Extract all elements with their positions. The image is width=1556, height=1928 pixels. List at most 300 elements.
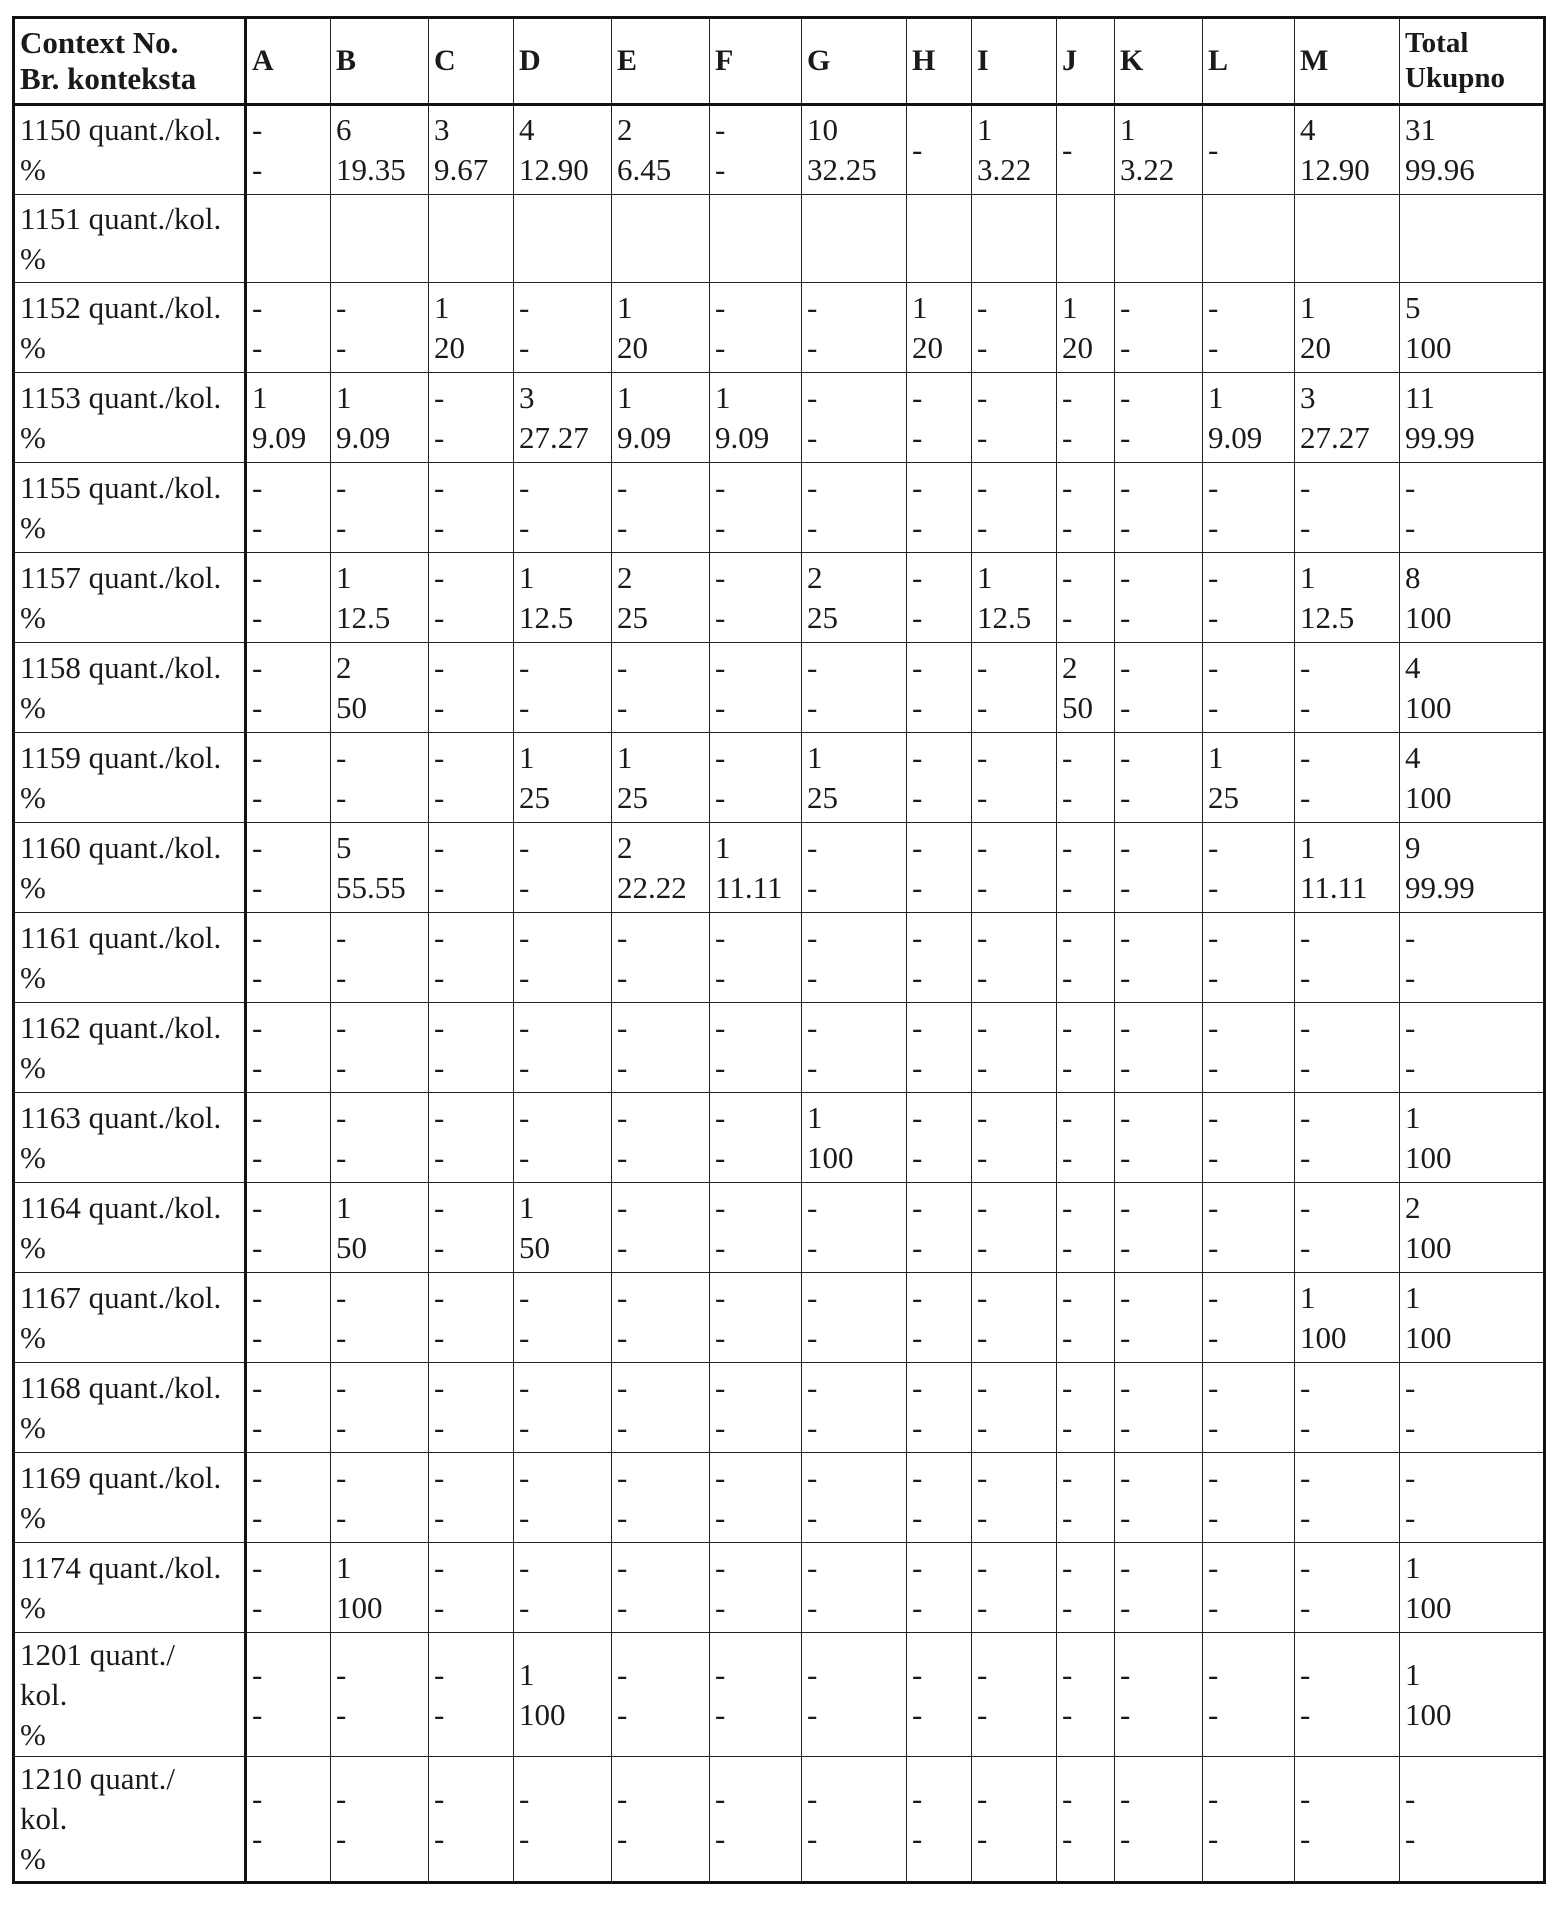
- cell-percent: -: [807, 509, 818, 545]
- table-cell: [802, 195, 907, 283]
- cell-percent: -: [1405, 1049, 1416, 1085]
- cell-percent: -: [617, 1409, 628, 1445]
- cell-quantity: -: [977, 1189, 988, 1225]
- cell-percent: -: [1120, 419, 1131, 455]
- cell-quantity: -: [336, 1369, 347, 1405]
- table-cell: [429, 913, 514, 1003]
- cell-quantity: -: [715, 649, 726, 685]
- cell-quantity: -: [252, 1189, 263, 1225]
- cell-percent: -: [912, 599, 923, 635]
- cell-percent: -: [617, 509, 628, 545]
- cell-quantity: -: [1120, 1549, 1131, 1585]
- cell-percent: 25: [617, 779, 648, 815]
- cell-quantity: 1: [715, 829, 731, 865]
- table-cell: [710, 1183, 802, 1273]
- cell-percent: -: [977, 689, 988, 725]
- table-row: [14, 1363, 1545, 1453]
- cell-percent: -: [617, 1589, 628, 1625]
- cell-quantity: -: [715, 1369, 726, 1405]
- row-label: [14, 553, 246, 643]
- cell-quantity: -: [519, 289, 530, 325]
- cell-quantity: 4: [1405, 649, 1421, 685]
- table-cell: [246, 553, 331, 643]
- cell-percent: -: [519, 1319, 530, 1355]
- table-cell: [331, 733, 429, 823]
- row-label-line: 1159 quant./kol.: [20, 739, 222, 775]
- row-label-line: %: [20, 1229, 46, 1265]
- cell-percent: -: [715, 1049, 726, 1085]
- table-row: [14, 463, 1545, 553]
- cell-quantity: 1: [1300, 289, 1316, 325]
- table-cell: [331, 553, 429, 643]
- table-cell: [246, 1453, 331, 1543]
- cell-percent: -: [252, 1139, 263, 1175]
- cell-quantity: -: [977, 919, 988, 955]
- table-cell: [802, 553, 907, 643]
- cell-percent: -: [434, 1696, 445, 1732]
- cell-quantity: -: [1062, 1099, 1073, 1135]
- cell-quantity: -: [977, 1781, 988, 1816]
- cell-quantity: 1: [1208, 379, 1224, 415]
- cell-percent: -: [977, 329, 988, 365]
- cell-quantity: 10: [807, 112, 838, 147]
- table-cell: [429, 283, 514, 373]
- cell-quantity: -: [336, 1009, 347, 1045]
- cell-quantity: 1: [912, 289, 928, 325]
- cell-percent: -: [1120, 1319, 1131, 1355]
- table-cell: [1295, 913, 1400, 1003]
- table-cell: [1295, 1273, 1400, 1363]
- cell-quantity: -: [1062, 1656, 1073, 1692]
- row-label-line: kol.: [20, 1801, 68, 1836]
- cell-percent: -: [1120, 599, 1131, 635]
- row-label: [14, 1543, 246, 1633]
- cell-quantity: -: [519, 649, 530, 685]
- cell-percent: -: [434, 509, 445, 545]
- cell-quantity: -: [1208, 1549, 1219, 1585]
- cell-quantity: 2: [617, 829, 633, 865]
- row-label-line: %: [20, 1716, 46, 1752]
- cell-quantity: -: [336, 1781, 347, 1816]
- header-col-j: J: [1057, 18, 1115, 105]
- table-cell: [612, 643, 710, 733]
- table-cell: [331, 913, 429, 1003]
- table-cell: [710, 373, 802, 463]
- table-cell: [429, 105, 514, 195]
- cell-quantity: 1: [336, 559, 352, 595]
- table-cell: [972, 195, 1057, 283]
- table-cell: [1400, 105, 1545, 195]
- cell-quantity: 4: [1300, 112, 1316, 147]
- cell-percent: -: [1208, 1696, 1219, 1732]
- table-cell: [710, 553, 802, 643]
- cell-quantity: -: [1405, 1781, 1416, 1816]
- table-cell: [429, 1633, 514, 1757]
- cell-percent: -: [1120, 1821, 1131, 1856]
- cell-percent: -: [912, 1696, 923, 1732]
- cell-quantity: -: [807, 919, 818, 955]
- cell-quantity: 1: [1405, 1656, 1421, 1692]
- header-col-l: L: [1203, 18, 1295, 105]
- cell-percent: 50: [336, 689, 367, 725]
- row-label-line: 1162 quant./kol.: [20, 1009, 222, 1045]
- cell-percent: -: [434, 1821, 445, 1856]
- table-cell: [1057, 195, 1115, 283]
- table-cell: [331, 373, 429, 463]
- cell-percent: -: [1300, 1049, 1311, 1085]
- table-cell: [907, 1363, 972, 1453]
- cell-percent: -: [1300, 1589, 1311, 1625]
- cell-quantity: 1: [977, 112, 993, 147]
- cell-percent: -: [434, 689, 445, 725]
- table-cell: [907, 1543, 972, 1633]
- cell-quantity: -: [1208, 1099, 1219, 1135]
- table-cell: [429, 823, 514, 913]
- cell-quantity: -: [912, 1459, 923, 1495]
- cell-quantity: -: [252, 1369, 263, 1405]
- cell-percent: -: [1062, 779, 1073, 815]
- cell-quantity: -: [519, 1459, 530, 1495]
- table-cell: [1295, 1093, 1400, 1183]
- cell-percent: 27.27: [519, 419, 589, 455]
- table-cell: [972, 553, 1057, 643]
- cell-percent: -: [807, 329, 818, 365]
- row-label-line: 1153 quant./kol.: [20, 379, 222, 415]
- cell-quantity: -: [617, 1459, 628, 1495]
- cell-quantity: 11: [1405, 379, 1435, 415]
- table-cell: [710, 1273, 802, 1363]
- cell-percent: -: [336, 1499, 347, 1535]
- cell-percent: -: [252, 1049, 263, 1085]
- table-cell: [1400, 643, 1545, 733]
- cell-percent: -: [336, 959, 347, 995]
- row-label-line: 1169 quant./kol.: [20, 1459, 222, 1495]
- row-label-line: 1201 quant./: [20, 1636, 175, 1672]
- cell-percent: 9.09: [715, 419, 770, 455]
- cell-quantity: -: [336, 919, 347, 955]
- cell-percent: -: [912, 509, 923, 545]
- cell-quantity: -: [1120, 1099, 1131, 1135]
- cell-percent: -: [252, 959, 263, 995]
- cell-percent: 25: [807, 779, 838, 815]
- cell-percent: 3.22: [1120, 152, 1175, 187]
- cell-percent: 25: [1208, 779, 1239, 815]
- table-cell: [1400, 733, 1545, 823]
- row-label: [14, 463, 246, 553]
- table-cell: [802, 283, 907, 373]
- cell-percent: -: [807, 419, 818, 455]
- table-cell: [514, 1757, 612, 1883]
- cell-quantity: -: [519, 919, 530, 955]
- cell-quantity: -: [1062, 132, 1073, 167]
- row-label-line: %: [20, 509, 46, 545]
- cell-percent: -: [434, 1049, 445, 1085]
- cell-percent: -: [1405, 1499, 1416, 1535]
- cell-quantity: -: [617, 1099, 628, 1135]
- cell-quantity: -: [1300, 1099, 1311, 1135]
- cell-percent: -: [1120, 1139, 1131, 1175]
- cell-percent: -: [1300, 509, 1311, 545]
- table-cell: [802, 1363, 907, 1453]
- cell-quantity: -: [617, 1549, 628, 1585]
- row-label-line: %: [20, 869, 46, 905]
- cell-quantity: -: [1062, 559, 1073, 595]
- table-cell: [331, 1273, 429, 1363]
- table-cell: [331, 823, 429, 913]
- cell-quantity: -: [434, 379, 445, 415]
- table-cell: [514, 195, 612, 283]
- cell-quantity: -: [912, 559, 923, 595]
- cell-quantity: -: [1120, 829, 1131, 865]
- cell-quantity: 1: [1300, 829, 1316, 865]
- cell-percent: -: [1208, 1589, 1219, 1625]
- cell-percent: -: [519, 1821, 530, 1856]
- cell-quantity: -: [434, 739, 445, 775]
- cell-quantity: -: [807, 1656, 818, 1692]
- cell-percent: -: [1208, 1499, 1219, 1535]
- cell-percent: -: [519, 959, 530, 995]
- table-cell: [972, 733, 1057, 823]
- cell-percent: -: [434, 1499, 445, 1535]
- table-cell: [429, 1363, 514, 1453]
- cell-percent: -: [977, 1499, 988, 1535]
- table-cell: [246, 195, 331, 283]
- cell-percent: -: [1120, 1409, 1131, 1445]
- cell-percent: -: [977, 509, 988, 545]
- table-cell: [429, 195, 514, 283]
- cell-quantity: -: [434, 829, 445, 865]
- cell-percent: -: [1208, 329, 1219, 365]
- cell-percent: -: [977, 1049, 988, 1085]
- cell-quantity: -: [912, 1279, 923, 1315]
- table-cell: [1057, 373, 1115, 463]
- cell-percent: 100: [336, 1589, 383, 1625]
- table-cell: [331, 195, 429, 283]
- table-cell: [1057, 1453, 1115, 1543]
- table-cell: [710, 1633, 802, 1757]
- table-cell: [246, 283, 331, 373]
- cell-percent: -: [912, 959, 923, 995]
- table-cell: [246, 1363, 331, 1453]
- cell-quantity: -: [977, 469, 988, 505]
- cell-percent: 99.99: [1405, 869, 1475, 905]
- table-cell: [514, 913, 612, 1003]
- cell-percent: -: [1120, 1589, 1131, 1625]
- cell-percent: 100: [1405, 1139, 1452, 1175]
- table-cell: [331, 1633, 429, 1757]
- cell-percent: -: [1120, 1696, 1131, 1732]
- table-row: [14, 1757, 1545, 1883]
- cell-quantity: -: [617, 919, 628, 955]
- table-cell: [612, 1183, 710, 1273]
- cell-quantity: 8: [1405, 559, 1421, 595]
- cell-quantity: -: [807, 829, 818, 865]
- cell-quantity: 6: [336, 112, 352, 147]
- table-cell: [710, 195, 802, 283]
- table-cell: [1057, 913, 1115, 1003]
- cell-quantity: -: [252, 112, 263, 147]
- cell-percent: -: [1062, 1229, 1073, 1265]
- cell-percent: -: [1300, 1229, 1311, 1265]
- table-cell: [514, 643, 612, 733]
- cell-quantity: 5: [1405, 289, 1421, 325]
- cell-percent: -: [1300, 1139, 1311, 1175]
- cell-quantity: -: [1062, 829, 1073, 865]
- table-cell: [1400, 195, 1545, 283]
- cell-quantity: -: [1208, 1781, 1219, 1816]
- cell-quantity: -: [1208, 1189, 1219, 1225]
- cell-percent: -: [434, 1229, 445, 1265]
- cell-percent: 20: [912, 329, 943, 365]
- cell-percent: -: [1208, 869, 1219, 905]
- cell-percent: -: [715, 152, 726, 187]
- row-label-line: %: [20, 419, 46, 455]
- cell-percent: -: [1062, 509, 1073, 545]
- row-label: [14, 1453, 246, 1543]
- row-label: [14, 1363, 246, 1453]
- row-label-line: 1167 quant./kol.: [20, 1279, 222, 1315]
- cell-percent: -: [977, 1229, 988, 1265]
- cell-percent: -: [1300, 1499, 1311, 1535]
- cell-percent: -: [1208, 1319, 1219, 1355]
- cell-percent: 12.5: [977, 599, 1032, 635]
- table-cell: [802, 1633, 907, 1757]
- table-cell: [1400, 1543, 1545, 1633]
- table-cell: [907, 1453, 972, 1543]
- table-cell: [612, 373, 710, 463]
- table-cell: [1115, 913, 1203, 1003]
- table-cell: [1057, 1003, 1115, 1093]
- table-cell: [802, 373, 907, 463]
- table-cell: [802, 105, 907, 195]
- cell-percent: -: [252, 779, 263, 815]
- table-cell: [246, 1093, 331, 1183]
- cell-quantity: -: [807, 469, 818, 505]
- cell-quantity: -: [519, 1009, 530, 1045]
- header-col-i: I: [972, 18, 1057, 105]
- table-cell: [972, 1183, 1057, 1273]
- cell-percent: -: [715, 1409, 726, 1445]
- cell-percent: -: [912, 1229, 923, 1265]
- cell-quantity: 1: [1405, 1279, 1421, 1315]
- table-cell: [907, 553, 972, 643]
- table-cell: [612, 105, 710, 195]
- cell-percent: -: [807, 1821, 818, 1856]
- table-cell: [246, 1757, 331, 1883]
- row-label-line: %: [20, 599, 46, 635]
- cell-percent: -: [912, 869, 923, 905]
- cell-percent: -: [434, 779, 445, 815]
- table-cell: [514, 283, 612, 373]
- table-cell: [246, 105, 331, 195]
- cell-quantity: -: [1120, 1369, 1131, 1405]
- table-cell: [907, 733, 972, 823]
- table-cell: [907, 283, 972, 373]
- table-cell: [1295, 643, 1400, 733]
- cell-percent: 25: [807, 599, 838, 635]
- cell-percent: -: [252, 869, 263, 905]
- cell-quantity: -: [519, 1279, 530, 1315]
- table-cell: [1295, 1633, 1400, 1757]
- row-label-line: 1150 quant./kol.: [20, 112, 222, 147]
- cell-percent: -: [715, 959, 726, 995]
- cell-percent: -: [715, 509, 726, 545]
- cell-quantity: 5: [336, 829, 352, 865]
- cell-percent: -: [1062, 1319, 1073, 1355]
- table-cell: [710, 823, 802, 913]
- cell-quantity: -: [1208, 1369, 1219, 1405]
- table-cell: [429, 373, 514, 463]
- cell-quantity: -: [434, 1656, 445, 1692]
- table-cell: [1295, 195, 1400, 283]
- table-cell: [1203, 283, 1295, 373]
- table-cell: [802, 1273, 907, 1363]
- cell-quantity: -: [1300, 919, 1311, 955]
- table-cell: [331, 643, 429, 733]
- table-cell: [710, 1363, 802, 1453]
- cell-percent: -: [252, 1229, 263, 1265]
- cell-percent: -: [1300, 1696, 1311, 1732]
- cell-percent: -: [807, 1696, 818, 1732]
- table-cell: [1400, 1093, 1545, 1183]
- cell-quantity: -: [434, 1009, 445, 1045]
- table-cell: [972, 463, 1057, 553]
- cell-percent: -: [807, 1229, 818, 1265]
- cell-percent: -: [617, 1229, 628, 1265]
- cell-quantity: -: [715, 1189, 726, 1225]
- cell-quantity: -: [1120, 469, 1131, 505]
- header-total: [1400, 18, 1545, 105]
- table-cell: [1203, 643, 1295, 733]
- cell-percent: -: [252, 689, 263, 725]
- cell-quantity: -: [715, 1549, 726, 1585]
- cell-quantity: 1: [1120, 112, 1136, 147]
- table-cell: [1115, 1633, 1203, 1757]
- table-cell: [1400, 373, 1545, 463]
- table-cell: [972, 1273, 1057, 1363]
- cell-quantity: -: [977, 1459, 988, 1495]
- cell-quantity: 2: [1062, 649, 1078, 685]
- table-cell: [1057, 733, 1115, 823]
- header-col-e: E: [612, 18, 710, 105]
- cell-quantity: -: [1208, 1656, 1219, 1692]
- row-label-line: %: [20, 1409, 46, 1445]
- table-cell: [1400, 553, 1545, 643]
- cell-quantity: -: [1120, 1656, 1131, 1692]
- cell-percent: -: [519, 509, 530, 545]
- cell-percent: -: [977, 1139, 988, 1175]
- table-cell: [1400, 283, 1545, 373]
- table-cell: [1295, 553, 1400, 643]
- cell-percent: 100: [1405, 1696, 1452, 1732]
- cell-quantity: -: [912, 1369, 923, 1405]
- table-cell: [802, 1453, 907, 1543]
- cell-percent: 99.99: [1405, 419, 1475, 455]
- cell-quantity: 3: [1300, 379, 1316, 415]
- cell-percent: -: [336, 329, 347, 365]
- cell-quantity: -: [336, 739, 347, 775]
- data-table: [12, 16, 1546, 1884]
- cell-percent: -: [1120, 869, 1131, 905]
- table-cell: [1203, 105, 1295, 195]
- row-label-line: %: [20, 1139, 46, 1175]
- table-cell: [907, 463, 972, 553]
- cell-quantity: -: [252, 1656, 263, 1692]
- cell-percent: -: [807, 959, 818, 995]
- cell-quantity: 9: [1405, 829, 1421, 865]
- cell-quantity: -: [336, 1279, 347, 1315]
- cell-percent: -: [807, 689, 818, 725]
